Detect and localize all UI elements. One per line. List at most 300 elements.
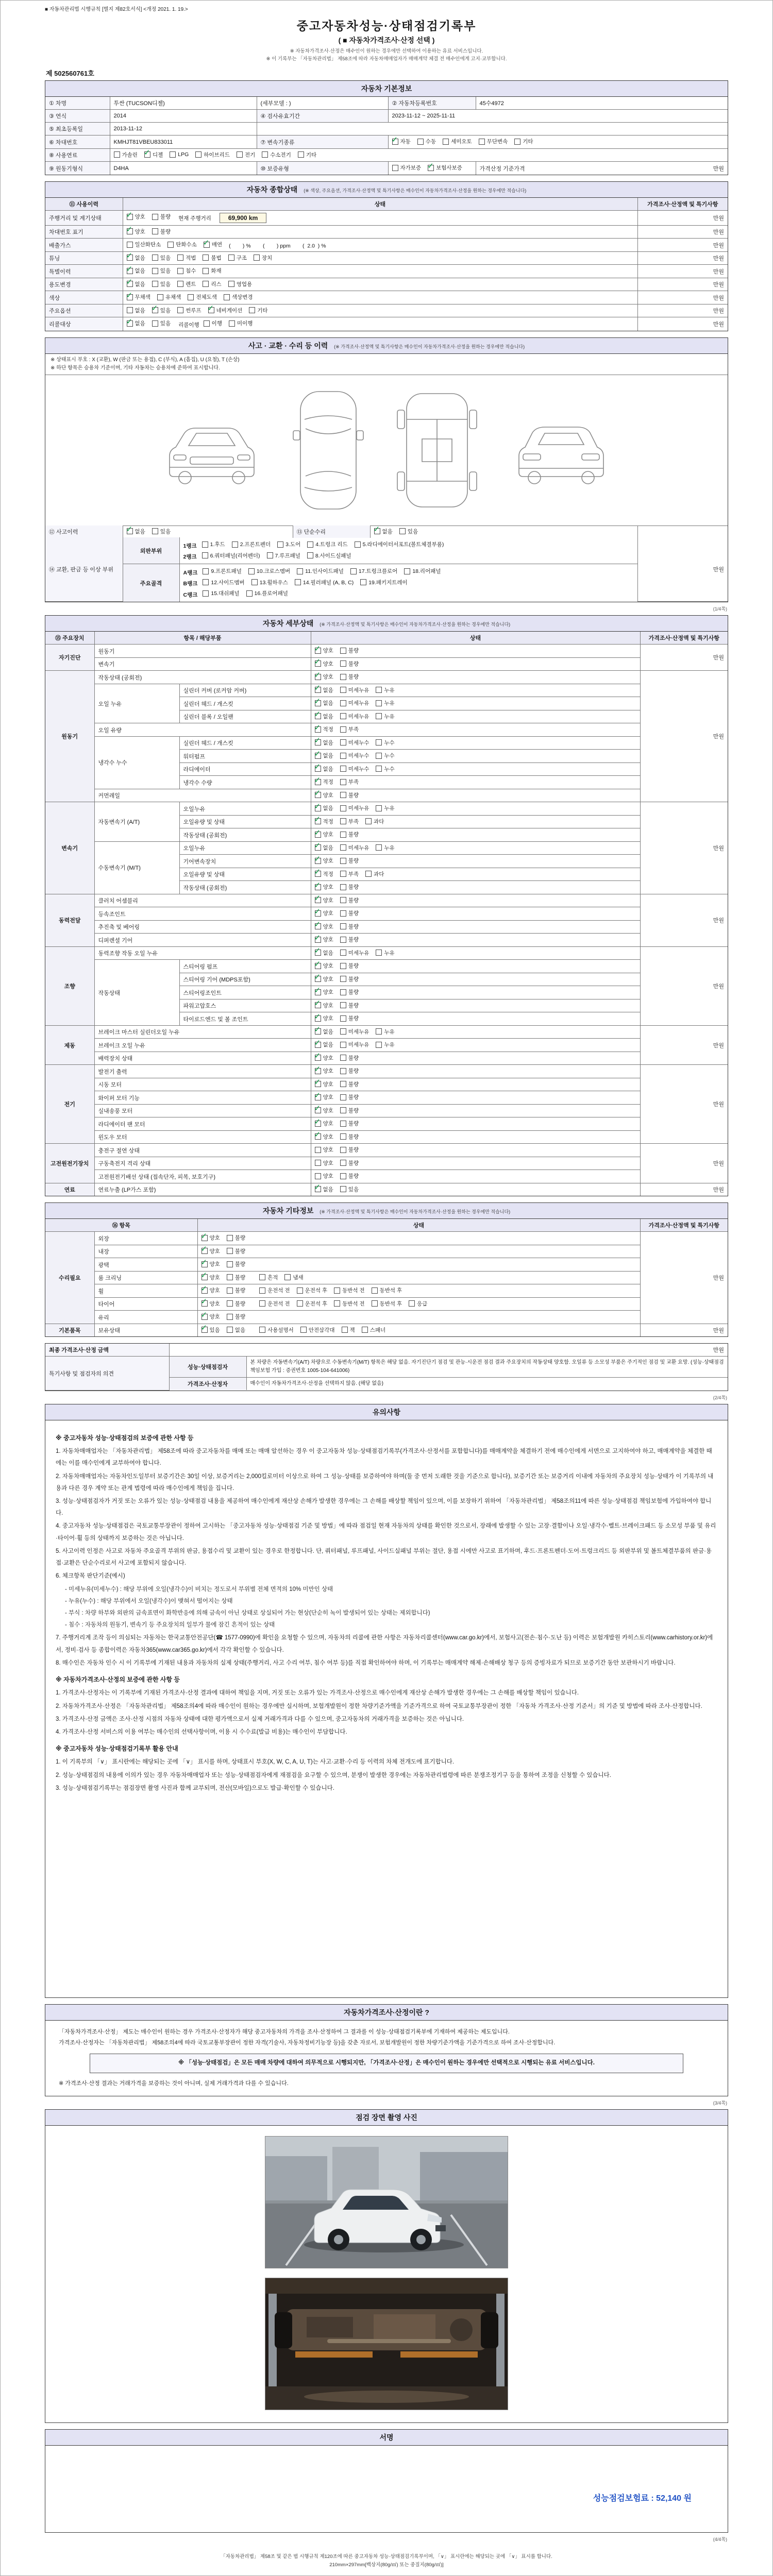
checkbox[interactable] [315,1015,321,1022]
checkbox-item [340,975,359,983]
checkbox[interactable] [340,700,346,706]
checkbox-item [152,254,171,262]
checkbox[interactable] [340,660,346,667]
checkbox-item [152,528,171,535]
checkbox[interactable] [428,165,434,171]
checkbox-item [127,293,150,301]
checkbox[interactable] [362,1327,368,1333]
checkbox[interactable] [228,255,234,261]
checkbox[interactable] [315,884,321,890]
checkbox[interactable] [224,294,230,300]
checkbox[interactable] [307,552,313,558]
checkbox-label: 가솔린 [122,151,138,158]
checkbox[interactable] [334,1287,340,1294]
checkbox[interactable] [376,1028,382,1035]
checkbox[interactable] [315,726,321,733]
checkbox-item [203,589,239,597]
checkbox-item [227,1247,245,1255]
pricing-note: ※ 가격조사·산정 결과는 거래가격을 보증하는 것이 아니며, 실제 거래가격과 다를 수 있습니다. [59,2080,289,2087]
checkbox[interactable] [376,739,382,745]
checkbox[interactable] [127,294,133,300]
device-state-cell [311,789,640,802]
checkbox-item [262,151,291,159]
checkbox[interactable] [152,228,158,234]
checkbox[interactable] [340,884,346,890]
checkbox[interactable] [315,660,321,667]
rankC-checks [203,592,294,598]
checkbox[interactable] [360,579,366,585]
checkbox-label: 미세누유 [348,805,369,812]
checkbox[interactable] [227,1327,233,1333]
checkbox[interactable] [259,1287,265,1294]
checkbox[interactable] [365,818,372,824]
checkbox-item [360,579,407,586]
checkbox[interactable] [340,1133,346,1140]
checkbox-item [372,1300,402,1308]
checkbox[interactable] [376,805,382,811]
checkbox-item [315,1080,333,1088]
checkbox[interactable] [315,1081,321,1087]
checkbox[interactable] [188,294,194,300]
checkbox[interactable] [152,307,158,313]
rankA-label: A랭크 [183,569,198,576]
device-item-label: 클러치 어셈블리 [94,894,311,907]
checkbox-label: 누유 [384,713,395,720]
checkbox[interactable] [340,805,346,811]
checkbox-label: 동반석 전 [342,1287,365,1294]
section-signature-title: 서명 [379,2433,394,2442]
checkbox[interactable] [372,1287,378,1294]
checkbox[interactable] [262,151,268,158]
checkbox[interactable] [340,858,346,864]
device-price-cell: 만원 [640,1144,728,1183]
checkbox[interactable] [152,214,158,220]
checkbox[interactable] [340,1068,346,1074]
notice-item: 2. 자동차가격조사·산정은 「자동차관리법」 제58조의4에 따라 매수인이 원하는 경우에만 실시하며, 보험개발원이 정한 차량기준가액을 기준가격으로 하여 국토교통부장관이 정한 「자동차 가격조사·산정 기준서」의 기준 및 방법에 따라 조사·산정합니다. [56,1703,702,1709]
checkbox-label: 18.리어패널 [412,568,441,575]
checkbox-item [315,1002,333,1009]
checkbox-item [340,1093,359,1101]
checkbox-label: 디젤 [152,151,163,158]
checkbox[interactable] [297,568,303,574]
checkbox[interactable] [204,242,210,248]
checkbox[interactable] [514,139,520,145]
checkbox[interactable] [203,255,209,261]
checkbox[interactable] [127,268,133,274]
state-text: ( ) % ( ) ppm ( 2.0 ) % [229,243,326,249]
checkbox[interactable] [479,139,485,145]
checkbox[interactable] [340,897,346,903]
checkbox[interactable] [170,151,176,158]
checkbox-item [177,280,196,288]
checkbox[interactable] [203,281,209,287]
checkbox[interactable] [315,1186,321,1192]
checkbox[interactable] [409,1300,415,1307]
checkbox[interactable] [201,1287,208,1294]
checkbox[interactable] [297,1300,303,1307]
premium-value: 52,140 [656,2494,682,2503]
checkbox[interactable] [392,139,398,145]
checkbox[interactable] [340,1015,346,1022]
checkbox-item [340,699,369,707]
checkbox[interactable] [251,579,258,585]
checkbox[interactable] [340,963,346,969]
checkbox[interactable] [297,1287,303,1294]
checkbox[interactable] [340,1055,346,1061]
checkbox[interactable] [340,753,346,759]
checkbox[interactable] [315,897,321,903]
checkbox[interactable] [340,674,346,680]
checkbox[interactable] [315,779,321,785]
checkbox[interactable] [315,1002,321,1008]
checkbox[interactable] [201,1261,208,1267]
rankA-checks [203,570,447,576]
checkbox[interactable] [376,753,382,759]
checkbox[interactable] [201,1248,208,1254]
checkbox[interactable] [315,1107,321,1113]
checkbox[interactable] [342,1327,348,1333]
rankB-checks [203,581,414,587]
checkbox[interactable] [203,590,209,597]
checkbox[interactable] [340,937,346,943]
checkbox[interactable] [340,950,346,956]
checkbox[interactable] [248,568,255,574]
checkbox-label: 양호 [209,1261,220,1268]
device-group-name: 수리필요 [45,1232,94,1324]
device-subitem-label: 기어변속장치 [179,855,311,868]
checkbox[interactable] [340,1160,346,1166]
checkbox[interactable] [340,739,346,745]
checkbox[interactable] [315,1133,321,1140]
checkbox[interactable] [340,779,346,785]
checkbox[interactable] [340,832,346,838]
checkbox-item [224,293,253,301]
checkbox[interactable] [340,1121,346,1127]
checkbox[interactable] [228,281,234,287]
checkbox-label: 14.필러패널 (A, B, C) [303,579,354,586]
checkbox[interactable] [114,151,120,158]
checkbox[interactable] [300,1327,307,1333]
car-rear-view-diagram [510,412,613,489]
checkbox-item [177,307,201,314]
checkbox[interactable] [315,792,321,798]
usage-price-cell: 만원 [637,225,728,239]
checkbox[interactable] [443,139,449,145]
checkbox[interactable] [315,805,321,811]
checkbox[interactable] [277,541,283,548]
checkbox[interactable] [157,294,163,300]
section-overall-state [45,181,728,331]
checkbox[interactable] [201,1314,208,1320]
device-row [45,736,728,750]
checkbox[interactable] [201,1300,208,1307]
checkbox[interactable] [340,1042,346,1048]
device-state-cell [311,894,640,907]
checkbox[interactable] [315,937,321,943]
checkbox[interactable] [340,1173,346,1179]
checkbox[interactable] [267,552,273,558]
checkbox[interactable] [340,1028,346,1035]
checkbox[interactable] [177,255,183,261]
device-state-cell [311,1117,640,1131]
device-price-cell: 만원 [640,1232,728,1324]
checkbox[interactable] [399,528,406,534]
checkbox[interactable] [284,1274,291,1280]
fuel-checks [110,148,728,162]
checkbox-item [372,1286,402,1294]
section-basic-header [45,81,728,97]
device-row [45,960,728,973]
checkbox-item [127,319,145,327]
checkbox[interactable] [315,1173,321,1179]
checkbox-label: 불량 [348,1121,359,1127]
checkbox[interactable] [315,976,321,982]
checkbox[interactable] [340,726,346,733]
checkbox[interactable] [152,281,158,287]
checkbox[interactable] [376,1042,382,1048]
device-group-name: 조향 [45,946,94,1025]
checkbox[interactable] [315,818,321,824]
checkbox-label: 양호 [323,1068,333,1075]
checkbox[interactable] [340,818,346,824]
checkbox[interactable] [340,989,346,995]
checkbox-label: 불량 [348,648,359,654]
checkbox[interactable] [246,590,253,597]
checkbox[interactable] [315,871,321,877]
checkbox[interactable] [127,242,133,248]
checkbox[interactable] [202,552,208,558]
checkbox-label: 없음 [135,281,145,287]
checkbox[interactable] [203,268,209,274]
checkbox-item [201,1286,220,1294]
checkbox-label: 누수 [384,739,395,746]
checkbox-item [340,949,369,957]
checkbox[interactable] [315,832,321,838]
checkbox[interactable] [340,713,346,719]
checkbox-label: 있음 [348,1186,359,1193]
checkbox[interactable] [315,687,321,693]
checkbox-item [201,1274,220,1281]
checkbox[interactable] [315,963,321,969]
checkbox[interactable] [227,1248,233,1254]
checkbox[interactable] [376,687,382,693]
checkbox-label: 불량 [160,228,171,235]
checkbox[interactable] [340,871,346,877]
checkbox[interactable] [376,700,382,706]
checkbox[interactable] [315,713,321,719]
section-basic-info [45,80,728,175]
checkbox[interactable] [237,151,243,158]
rankB-label: B랭크 [183,581,198,587]
checkbox-item [229,319,253,327]
checkbox[interactable] [204,320,210,327]
checkbox-item [340,686,369,694]
checkbox[interactable] [392,165,398,171]
checkbox[interactable] [227,1300,233,1307]
checkbox[interactable] [340,1094,346,1100]
checkbox[interactable] [315,648,321,654]
checkbox[interactable] [127,528,133,534]
checkbox[interactable] [152,528,158,534]
checkbox-label: 양호 [209,1274,220,1281]
device-state-cell [197,1271,640,1284]
checkbox-label: 과다 [374,871,384,877]
checkbox[interactable] [227,1235,233,1241]
pricing-body [45,2021,728,2096]
section-detail-note: (※ 가격조사·산정액 및 특기사항은 매수인이 자동차가격조사·산정을 원하는 경우에만 적습니다) [320,622,511,628]
rank1-label: 1랭크 [183,543,197,549]
checkbox[interactable] [340,976,346,982]
checkbox[interactable] [334,1300,340,1307]
checkbox[interactable] [315,753,321,759]
checkbox[interactable] [315,923,321,929]
checkbox-item [342,1326,355,1334]
checkbox[interactable] [259,1300,265,1307]
checkbox[interactable] [254,255,260,261]
usage-item-label: 리콜대상 [45,317,123,331]
device-row [45,684,728,697]
checkbox-item [315,883,333,891]
checkbox[interactable] [201,1235,208,1241]
checkbox-item [203,254,221,262]
checkbox[interactable] [315,910,321,917]
checkbox[interactable] [227,1261,233,1267]
checkbox[interactable] [152,255,158,261]
checkbox[interactable] [229,320,235,327]
basic-row-vin [45,135,728,149]
notice-item: 4. 중고자동차 성능·상태점검은 국토교통부장관이 정하여 고시하는 「중고자동차 성능·상태점검 기준 및 방법」에 따라 점검일 현재 자동차의 상태를 확인한 것으로서, 장래에 발생할 수 있는 고장·결함이나 오일·냉각수·벨트·브레이크패드 등 소모성 부품 및 유리·타이어·휠 등의 상태까지 보증하는 것은 아닙니다. [56,1523,716,1541]
checkbox[interactable] [295,579,301,585]
checkbox-item [376,1028,394,1036]
checkbox[interactable] [315,739,321,745]
checkbox[interactable] [127,320,133,327]
checkbox[interactable] [227,1274,233,1280]
checkbox[interactable] [315,1055,321,1061]
checkbox[interactable] [127,281,133,287]
checkbox[interactable] [177,268,183,274]
checkbox[interactable] [315,1042,321,1048]
checkbox[interactable] [340,766,346,772]
checkbox[interactable] [315,844,321,851]
checkbox[interactable] [350,568,357,574]
car-name-value: 투싼 (TUCSON디젤) [110,97,257,110]
checkbox[interactable] [376,713,382,719]
checkbox[interactable] [152,268,158,274]
checkbox[interactable] [167,242,174,248]
checkbox[interactable] [315,1094,321,1100]
checkbox[interactable] [365,871,372,877]
checkbox[interactable] [340,648,346,654]
device-item-label: 구동축전지 격리 상태 [94,1157,311,1170]
checkbox[interactable] [298,151,304,158]
checkbox[interactable] [127,228,133,234]
device-row [45,645,728,658]
checkbox[interactable] [376,844,382,851]
checkbox[interactable] [144,151,150,158]
checkbox[interactable] [232,541,238,548]
checkbox[interactable] [203,568,209,574]
checkbox[interactable] [127,255,133,261]
usage-state-cell [123,239,637,252]
overall-col-item: ⑪ 사용이력 [45,198,123,211]
checkbox[interactable] [315,674,321,680]
basic-row-name [45,97,728,110]
checkbox[interactable] [340,1081,346,1087]
checkbox[interactable] [127,307,133,313]
checkbox[interactable] [315,766,321,772]
checkbox[interactable] [374,528,380,534]
signature-body [45,2446,728,2532]
checkbox[interactable] [315,950,321,956]
checkbox[interactable] [249,307,255,313]
checkbox[interactable] [152,320,158,327]
device-row [45,1258,728,1272]
checkbox[interactable] [202,541,208,548]
checkbox-label: 없음 [382,528,393,535]
checkbox[interactable] [340,923,346,929]
checkbox[interactable] [340,1186,346,1192]
checkbox[interactable] [404,568,410,574]
checkbox-label: 누유 [384,805,395,812]
checkbox-label: 없음 [323,739,333,746]
checkbox[interactable] [177,307,183,313]
checkbox[interactable] [208,307,214,313]
checkbox[interactable] [315,1160,321,1166]
checkbox[interactable] [227,1314,233,1320]
checkbox[interactable] [315,1068,321,1074]
checkbox[interactable] [417,139,424,145]
checkbox[interactable] [259,1274,265,1280]
checkbox[interactable] [315,989,321,995]
checkbox[interactable] [340,1147,346,1153]
checkbox-label: 양호 [323,858,333,865]
checkbox[interactable] [340,1107,346,1113]
usage-history-row [45,225,728,239]
checkbox[interactable] [315,1147,321,1153]
checkbox[interactable] [201,1274,208,1280]
exchange-label: ⑭ 교환, 판금 등 이상 부위 [45,537,123,602]
checkbox-item [340,1159,359,1167]
checkbox[interactable] [127,214,133,220]
usage-state-cell [123,278,637,291]
checkbox[interactable] [315,1121,321,1127]
checkbox-item [170,151,189,158]
checkbox[interactable] [203,579,209,585]
checkbox[interactable] [376,950,382,956]
checkbox[interactable] [376,766,382,772]
checkbox[interactable] [315,700,321,706]
rankC-line [183,588,634,600]
checkbox[interactable] [259,1327,265,1333]
checkbox[interactable] [340,910,346,917]
checkbox[interactable] [372,1300,378,1307]
checkbox[interactable] [340,1002,346,1008]
checkbox[interactable] [201,1327,208,1333]
checkbox-label: 누유 [384,844,395,851]
checkbox[interactable] [227,1287,233,1294]
checkbox[interactable] [340,844,346,851]
notice-item: 3. 성능·상태점검자가 거짓 또는 오류가 있는 성능·상태점검 내용을 제공하여 매수인에게 재산상 손해가 발생한 경우에는 그 손해를 배상할 책임이 있으며, 이를 보장하기 위하여 「자동차관리법」 제58조의11에 따른 성능·상태점검 책임보험에 가입하여야 합니다. [56,1498,712,1517]
checkbox[interactable] [195,151,201,158]
checkbox[interactable] [355,541,361,548]
checkbox[interactable] [340,792,346,798]
checkbox[interactable] [307,541,313,548]
checkbox[interactable] [315,858,321,864]
usage-item-label: 용도변경 [45,278,123,291]
checkbox[interactable] [340,687,346,693]
checkbox[interactable] [315,1028,321,1035]
checkbox[interactable] [177,281,183,287]
